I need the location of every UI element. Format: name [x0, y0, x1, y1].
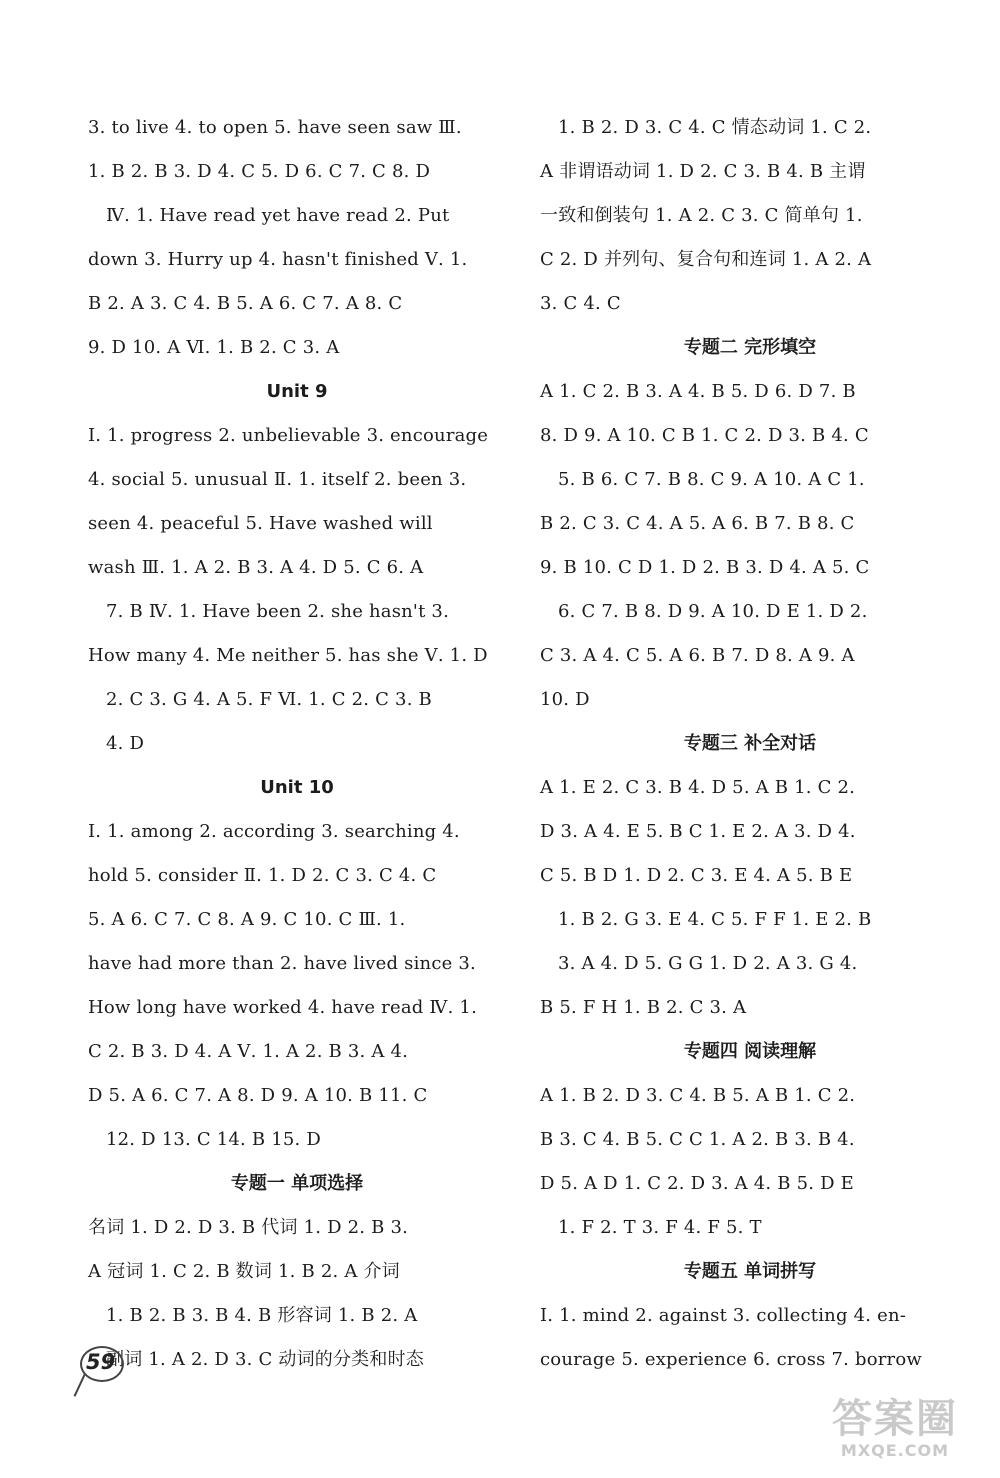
answer-line: 1. B 2. G 3. E 4. C 5. F F 1. E 2. B — [558, 909, 872, 930]
answer-line: 1. B 2. B 3. D 4. C 5. D 6. C 7. C 8. D — [88, 161, 431, 182]
answer-line: 2. C 3. G 4. A 5. F Ⅵ. 1. C 2. C 3. B — [106, 689, 432, 710]
answer-line: 一致和倒装句 1. A 2. C 3. C 简单句 1. — [540, 205, 863, 226]
answer-line: Ⅰ. 1. progress 2. unbelievable 3. encourage — [88, 425, 489, 446]
answer-line: 6. C 7. B 8. D 9. A 10. D E 1. D 2. — [558, 601, 868, 622]
answer-line: How long have worked 4. have read Ⅳ. 1. — [88, 997, 478, 1018]
answer-line: A 冠词 1. C 2. B 数词 1. B 2. A 介词 — [88, 1261, 400, 1282]
answer-line: 3. C 4. C — [540, 293, 621, 314]
answer-line: How many 4. Me neither 5. has she Ⅴ. 1. D — [88, 645, 488, 666]
answer-line: 名词 1. D 2. D 3. B 代词 1. D 2. B 3. — [88, 1217, 409, 1238]
answer-line: 8. D 9. A 10. C B 1. C 2. D 3. B 4. C — [540, 425, 869, 446]
answer-line: A 非谓语动词 1. D 2. C 3. B 4. B 主谓 — [540, 161, 866, 182]
answer-line: 1. F 2. T 3. F 4. F 5. T — [558, 1217, 762, 1238]
answer-line: 1. B 2. B 3. B 4. B 形容词 1. B 2. A — [106, 1305, 418, 1326]
watermark-url: MXQE.COM — [840, 1441, 950, 1460]
left-column — [88, 106, 506, 1382]
section-heading: Unit 10 — [260, 777, 334, 798]
answer-line: 5. B 6. C 7. B 8. C 9. A 10. A C 1. — [558, 469, 865, 490]
answer-line: B 3. C 4. B 5. C C 1. A 2. B 3. B 4. — [540, 1129, 855, 1150]
answer-line: down 3. Hurry up 4. hasn't finished Ⅴ. 1. — [88, 249, 468, 270]
answer-line: D 5. A D 1. C 2. D 3. A 4. B 5. D E — [540, 1173, 855, 1194]
answer-line: B 2. C 3. C 4. A 5. A 6. B 7. B 8. C — [540, 513, 855, 534]
page-number: 59 — [86, 1350, 116, 1374]
right-column — [540, 106, 960, 1382]
answer-line: 4. social 5. unusual Ⅱ. 1. itself 2. been 3. — [88, 469, 467, 490]
answer-line: B 5. F H 1. B 2. C 3. A — [540, 997, 747, 1018]
answer-line: courage 5. experience 6. cross 7. borrow — [540, 1349, 923, 1370]
section-heading: 专题一 单项选择 — [230, 1173, 364, 1194]
answer-line: 9. D 10. A Ⅵ. 1. B 2. C 3. A — [88, 337, 340, 358]
answer-line: D 5. A 6. C 7. A 8. D 9. A 10. B 11. C — [88, 1085, 428, 1106]
answer-line: 7. B Ⅳ. 1. Have been 2. she hasn't 3. — [106, 601, 450, 622]
answer-line: C 2. B 3. D 4. A Ⅴ. 1. A 2. B 3. A 4. — [88, 1041, 409, 1062]
answer-line: C 3. A 4. C 5. A 6. B 7. D 8. A 9. A — [540, 645, 855, 666]
answer-line: 3. to live 4. to open 5. have seen saw Ⅲ. — [88, 117, 462, 138]
answer-line: seen 4. peaceful 5. Have washed will — [88, 513, 433, 534]
answer-line: 12. D 13. C 14. B 15. D — [106, 1129, 322, 1150]
section-heading: 专题三 补全对话 — [683, 733, 817, 754]
section-heading: Unit 9 — [266, 381, 328, 402]
answer-line: 4. D — [106, 733, 145, 754]
answer-line: Ⅰ. 1. among 2. according 3. searching 4. — [88, 821, 460, 842]
watermark — [830, 1397, 960, 1460]
answer-line: A 1. E 2. C 3. B 4. D 5. A B 1. C 2. — [540, 777, 856, 798]
answer-line: 9. B 10. C D 1. D 2. B 3. D 4. A 5. C — [540, 557, 870, 578]
answer-line: wash Ⅲ. 1. A 2. B 3. A 4. D 5. C 6. A — [88, 557, 424, 578]
answer-line: A 1. C 2. B 3. A 4. B 5. D 6. D 7. B — [540, 381, 856, 402]
answer-line: 3. A 4. D 5. G G 1. D 2. A 3. G 4. — [558, 953, 858, 974]
answer-line: Ⅳ. 1. Have read yet have read 2. Put — [106, 205, 450, 226]
answer-line: C 5. B D 1. D 2. C 3. E 4. A 5. B E — [540, 865, 853, 886]
section-heading: 专题二 完形填空 — [683, 337, 817, 358]
magnifier-handle — [74, 1374, 97, 1402]
answer-line: 副词 1. A 2. D 3. C 动词的分类和时态 — [106, 1349, 424, 1370]
answer-line: D 3. A 4. E 5. B C 1. E 2. A 3. D 4. — [540, 821, 856, 842]
answer-line: have had more than 2. have lived since 3. — [88, 953, 476, 974]
answer-line: 5. A 6. C 7. C 8. A 9. C 10. C Ⅲ. 1. — [88, 909, 406, 930]
section-heading: 专题四 阅读理解 — [683, 1041, 817, 1062]
answer-line: 10. D — [540, 689, 590, 710]
answer-line: hold 5. consider Ⅱ. 1. D 2. C 3. C 4. C — [88, 865, 437, 886]
answer-line: B 2. A 3. C 4. B 5. A 6. C 7. A 8. C — [88, 293, 403, 314]
answer-line: C 2. D 并列句、复合句和连词 1. A 2. A — [540, 249, 872, 270]
watermark-logo: 答案圈 — [832, 1396, 958, 1442]
answer-line: Ⅰ. 1. mind 2. against 3. collecting 4. en- — [540, 1305, 907, 1326]
section-heading: 专题五 单词拼写 — [683, 1261, 817, 1282]
answer-line: 1. B 2. D 3. C 4. C 情态动词 1. C 2. — [558, 117, 872, 138]
answer-line: A 1. B 2. D 3. C 4. B 5. A B 1. C 2. — [540, 1085, 856, 1106]
